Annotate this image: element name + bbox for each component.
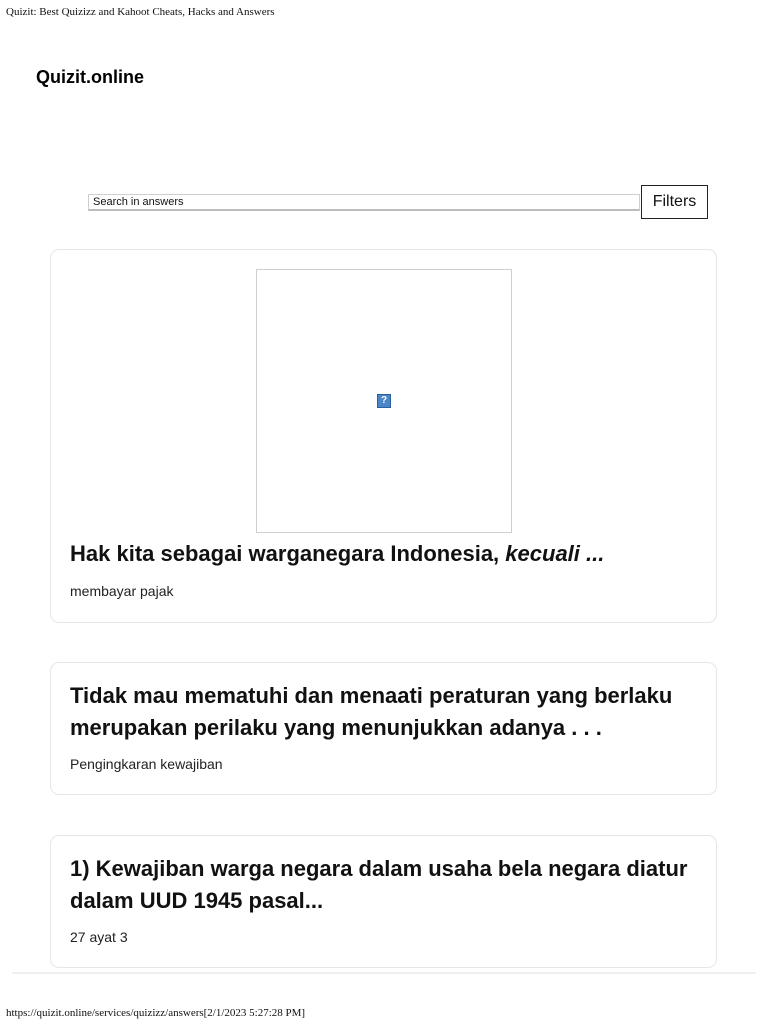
site-logo[interactable]: Quizit.online <box>36 67 144 87</box>
broken-image-icon: ? <box>377 394 391 408</box>
filters-button[interactable]: Filters <box>641 185 708 219</box>
question-text <box>70 538 700 570</box>
answer-card <box>50 835 717 968</box>
answer-text: Pengingkaran kewajiban <box>70 756 223 772</box>
question-text-emphasis: kecuali ... <box>505 541 605 566</box>
question-text-main: Hak kita sebagai warganegara Indonesia, <box>70 541 506 566</box>
question-image <box>256 269 512 533</box>
print-header-title: Quizit: Best Quizizz and Kahoot Cheats, Hacks and Answers <box>6 6 275 18</box>
answer-text: 27 ayat 3 <box>70 929 128 945</box>
answer-card <box>50 249 717 623</box>
question-text: 1) Kewajiban warga negara dalam usaha bela negara diatur dalam UUD 1945 pasal... <box>70 856 688 913</box>
search-bar <box>88 185 708 219</box>
print-footer-url: https://quizit.online/services/quizizz/answers[2/1/2023 5:27:28 PM] <box>6 1007 306 1019</box>
page-divider <box>12 972 756 974</box>
answer-card <box>50 662 717 795</box>
question-text: Tidak mau mematuhi dan menaati peraturan yang berlaku merupakan perilaku yang menunjukkan adanya . . . <box>70 683 673 740</box>
answer-text: membayar pajak <box>70 583 174 599</box>
search-input[interactable] <box>88 194 640 211</box>
